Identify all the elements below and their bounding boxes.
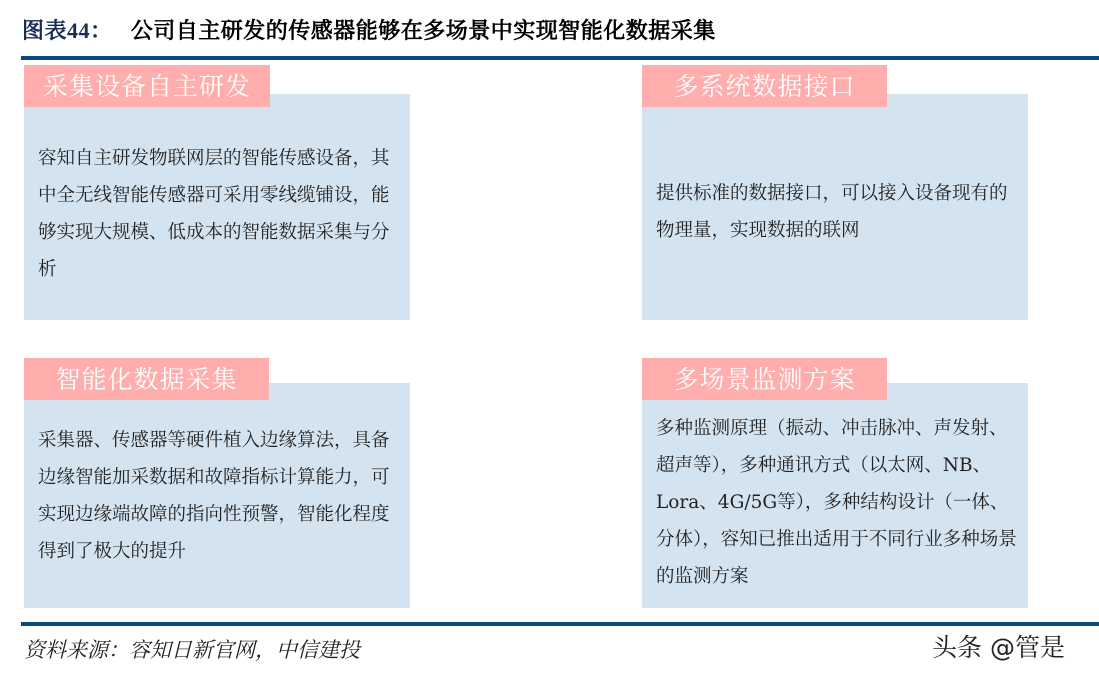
panel-label: 采集设备自主研发 bbox=[24, 65, 270, 107]
panel-text: 多种监测原理（振动、冲击脉冲、声发射、超声等），多种通讯方式（以太网、NB、Lora、4G/5G等），多种结构设计（一体、分体），容知已推出适用于不同行业多种场景的监测方案 bbox=[656, 418, 1017, 587]
bottom-divider bbox=[21, 622, 1099, 626]
panel-text: 提供标准的数据接口，可以接入设备现有的物理量，实现数据的联网 bbox=[656, 183, 1008, 241]
figure-title bbox=[22, 14, 716, 45]
watermark: 头条 @管是 bbox=[932, 633, 1065, 662]
panel-label: 智能化数据采集 bbox=[24, 358, 269, 400]
top-divider bbox=[21, 56, 1099, 60]
panel-label: 多系统数据接口 bbox=[642, 65, 887, 107]
panel-multi-scene bbox=[642, 358, 1028, 608]
panel-smart-collection bbox=[24, 358, 410, 608]
figure-title-text: 公司自主研发的传感器能够在多场景中实现智能化数据采集 bbox=[130, 19, 716, 44]
panel-label: 多场景监测方案 bbox=[642, 358, 887, 400]
panel-body bbox=[642, 94, 1028, 320]
figure-number: 图表44： bbox=[22, 18, 113, 43]
panel-body bbox=[642, 383, 1028, 608]
panel-device-rnd bbox=[24, 65, 410, 320]
source-note: 资料来源：容知日新官网，中信建投 bbox=[24, 638, 360, 662]
panel-body bbox=[24, 383, 410, 608]
panel-text: 采集器、传感器等硬件植入边缘算法，具备边缘智能加采数据和故障指标计算能力，可实现边缘端故障的指向性预警，智能化程度得到了极大的提升 bbox=[38, 430, 390, 562]
panel-text: 容知自主研发物联网层的智能传感设备，其中全无线智能传感器可采用零线缆铺设，能够实现大规模、低成本的智能数据采集与分析 bbox=[38, 148, 390, 280]
panel-data-interface bbox=[642, 65, 1028, 320]
panel-body bbox=[24, 94, 410, 320]
